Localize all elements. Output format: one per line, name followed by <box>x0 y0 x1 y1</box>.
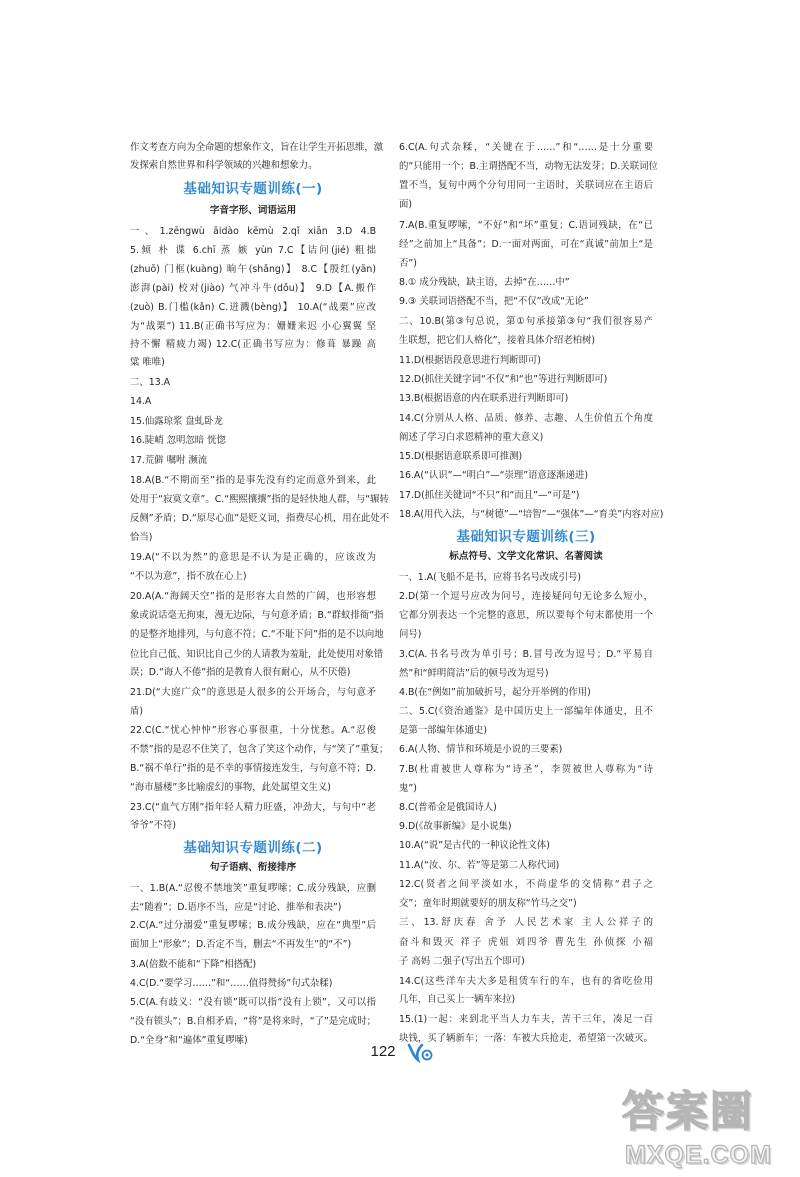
answer-line: 经”之前加上“具备”；D.一面对两面，可在“真诚”前加上“是 <box>399 239 653 250</box>
answer-line: B.“祸不单行”指的是不幸的事情接连发生，与句意不符；D. <box>130 763 376 774</box>
answer-line: 14.A <box>130 396 152 407</box>
answer-line: 3.A(倍数不能和“下降”相搭配) <box>130 959 257 970</box>
answer-line: 持不懈 精疲力竭) 12.C(正确书写应为：修葺 暴躁 高 <box>130 339 376 350</box>
publisher-logo-icon <box>406 1041 434 1063</box>
section-subtitle: 句子语病、衔接排序 <box>209 862 297 873</box>
watermark-brand: 答案圈 <box>622 1087 755 1136</box>
answer-line: (zuò) B.门槛(kǎn) C.迸溅(bèng)】 10.A(“战栗”应改 <box>130 302 376 313</box>
answer-line: 的”只能用一个；B.主谓搭配不当，动物无法发芽；D.关联词位 <box>399 161 658 172</box>
answer-line: 9.D(《故事新编》是小说集) <box>399 821 512 832</box>
answer-line: 7.B(杜甫被世人尊称为“诗圣”，李贺被世人尊称为“诗 <box>399 764 653 775</box>
answer-line: 不禁”指的是忍不住笑了，包含了笑这个动作，与“笑了”重复； <box>130 744 389 755</box>
answer-line: 11.D(根据语段意思进行判断即可) <box>399 355 541 366</box>
answer-line: 然”和“鲜明简洁”后的顿号改为逗号) <box>399 668 549 679</box>
answer-line: 去“随着”；D.语序不当，应是“讨论、推举和表决”) <box>130 902 342 913</box>
answer-line: 二、13.A <box>130 377 171 388</box>
answer-line: 面) <box>399 199 413 210</box>
answer-line: 生联想，把它们人格化”，接着具体介绍老柏树) <box>399 335 596 346</box>
answer-line: 6.A(人物、情节和环境是小说的三要素) <box>399 744 563 755</box>
answer-line: D.“全身”和“遍体”重复啰嗦) <box>130 1035 248 1046</box>
answer-line: 5.C(A.有歧义：“没有锁”既可以指“没有上锁”，又可以指 <box>130 997 376 1008</box>
answer-line: 2.C(A.“过分溺爱”重复啰嗦；B.成分残缺，应在“典型”后 <box>130 920 376 931</box>
answer-line: 2.D(第一个逗号应改为问号，连接疑问句无论多么短小， <box>399 591 653 602</box>
answer-line: 交”；童年时期就要好的朋友称“竹马之交”) <box>399 898 577 909</box>
answer-line: 11.A(“汝、尔、若”等是第二人称代词) <box>399 860 560 871</box>
answer-line: 为“战栗”) 11.B(正确书写应为：姗姗来迟 小心翼翼 坚 <box>130 321 376 332</box>
page-number: 122 <box>370 1043 396 1060</box>
watermark-site: MXQE.COM <box>625 1141 772 1169</box>
section-title: 基础知识专题训练(一) <box>183 181 323 197</box>
answer-line: 8.① 成分残缺，缺主语，去掉“在……中” <box>399 277 570 288</box>
answer-line: 21.D(“大庭广众”的意思是人很多的公开场合，与句意矛 <box>130 687 376 698</box>
answer-line: 问号) <box>399 629 422 640</box>
answer-line: “海市蜃楼”多比喻虚幻的事物，此处属望文生义) <box>130 782 331 793</box>
answer-line: 14.C(分别从人格、品质、修养、志趣、人生价值五个角度 <box>399 413 653 424</box>
answer-line: 23.C(“血气方刚”指年轻人精力旺盛，冲劲大，与句中“老 <box>130 802 376 813</box>
intro-line: 发探索自然世界和科学领域的兴趣和想象力。 <box>130 160 318 171</box>
answer-line: (zhuō) 门框(kuàng) 晌午(shǎng)】 8.C【殷红(yān) <box>130 264 376 275</box>
answer-line: 它都分别表达一个完整的意思，所以要每个句末都使用一个 <box>399 610 653 621</box>
intro-line: 作文考查方向为全命题的想象作文，旨在让学生开拓思维，激 <box>130 142 384 153</box>
answer-line: 16.陡峭 忽明忽暗 恍惚 <box>130 435 226 446</box>
answer-line: 14.C(这些洋车夫大多是租赁车行的车，也有的省吃俭用 <box>399 976 653 987</box>
answer-line: 4.B(在“例如”前加破折号，起分开举例的作用) <box>399 687 591 698</box>
answer-line: 爷爷”不符) <box>130 820 177 831</box>
answer-line: 几年，自己买上一辆车来拉) <box>399 994 516 1005</box>
answer-line: 20.A(A.“海阔天空”指的是形容大自然的广阔，也形容想 <box>130 591 376 602</box>
answer-line: 18.A(B.“不期而至”指的是事先没有约定而意外到来，此 <box>130 475 376 486</box>
answer-line: 4.C(D.“要学习……”和“……值得赞扬”句式杂糅) <box>130 978 333 989</box>
answer-line: 22.C(C.“忧心忡忡”形容心事很重，十分忧愁。A.“忍俊 <box>130 725 376 736</box>
section-title: 基础知识专题训练(三) <box>456 529 596 545</box>
answer-line: 12.D(抓住关键字词“不仅”和“也”等进行判断即可) <box>399 374 608 385</box>
answer-line: 子 高妈 二强子(写出五个即可) <box>399 956 525 967</box>
section-subtitle: 标点符号、文学文化常识、名著阅读 <box>449 551 603 562</box>
answer-line: 5.倾 朴 谍 6.chī 蒸 嫉 yùn 7.C【诘问(jié) 粗拙 <box>130 245 376 256</box>
answer-line: 9.③ 关联词语搭配不当，把“不仅”改成“无论” <box>399 296 589 307</box>
answer-line: 处用于“寂寞文章”。C.“熙熙攘攘”指的是轻快地人群，与“辗转 <box>130 494 389 505</box>
answer-line: 17.荒僻 嘱咐 濒流 <box>130 455 208 466</box>
answer-line: 一、1.B(A.“忍俊不禁地笑”重复啰嗦；C.成分残缺，应删 <box>130 883 376 894</box>
answer-line: 恰当) <box>130 532 153 543</box>
answer-line: 位比自己低、知识比自己少的人请教为羞耻，此处使用对象错 <box>130 649 384 660</box>
answer-line: 8.C(普希金是俄国诗人) <box>399 802 497 813</box>
answer-line: 二、10.B(第③句总说，第①句承接第③句“我们很容易产 <box>399 316 653 327</box>
answer-line: 置不当，复句中两个分句用同一主语时，关联词应在主语后 <box>399 180 653 191</box>
answer-line: 10.A(“说”是古代的一种议论性文体) <box>399 840 550 851</box>
answer-line: 象或说话毫无拘束，漫无边际，与句意矛盾；B.“群蚁排衙”指 <box>130 610 384 621</box>
answer-line: 13.B(根据语意的内在联系进行判断即可) <box>399 393 569 404</box>
answer-line: 的是整齐地排列，与句意不符；C.“不耻下问”指的是不以向地 <box>130 629 384 640</box>
answer-line: “没有锁头”；B.自相矛盾，“将”是将来时，“了”是完成时； <box>130 1016 376 1027</box>
answer-line: 3.C(A.书名号改为单引号；B.冒号改为逗号；D.“平易自 <box>399 649 653 660</box>
answer-line: 一、1.A(飞船不是书，应将书名号改成引号) <box>399 572 582 583</box>
section-title: 基础知识专题训练(二) <box>183 840 323 856</box>
answer-line: 误；D.“诲人不倦”指的是教育人很有耐心，从不厌倦) <box>130 667 351 678</box>
answer-line: 面加上“形象”；D.否定不当，删去“不再发生”的“不”) <box>130 939 352 950</box>
answer-line: 15.D(根据语意联系即可推测) <box>399 451 523 462</box>
answer-line: 奋斗和毁灭 祥子 虎妞 刘四爷 曹先生 孙侦探 小福 <box>399 937 653 948</box>
section-subtitle: 字音字形、词语运用 <box>209 205 297 216</box>
answer-line: 澎湃(pài) 校对(jiào) 气冲斗牛(dǒu)】 9.D【A.搬作 <box>130 283 376 294</box>
answer-line: “不以为意”，指不放在心上) <box>130 571 247 582</box>
answer-line: 鬼”) <box>399 783 417 794</box>
answer-line: 16.A(“认识”—“明白”—“崇理”语意逐渐递进) <box>399 470 589 481</box>
answer-line: 反侧”矛盾；D.“原尽心血”是贬义词，指费尽心机，用在此处不 <box>130 513 390 524</box>
answer-line: 15.(1)一起：来到北平当人力车夫，苦干三年，凑足一百 <box>399 1014 653 1025</box>
answer-line: 19.A(“不以为然”的意思是不认为是正确的，应该改为 <box>130 552 376 563</box>
answer-line: 否”) <box>399 258 417 269</box>
answer-line: 二、5.C(《资治通鉴》是中国历史上一部编年体通史，且不 <box>399 706 653 717</box>
answer-line: 12.C(贤者之间平淡如水，不尚虚华的交情称“君子之 <box>399 879 653 890</box>
answer-line: 18.A(用代入法，与“树德”—“培智”—“强体”—“育美”内容对应) <box>399 509 664 520</box>
answer-line: 是第一部编年体通史) <box>399 725 488 736</box>
answer-line: 一、1.zēngwù āidào kēmù 2.qǐ xiān 3.D 4.B <box>130 226 376 237</box>
answer-line: 15.仙露琼浆 盘虬卧龙 <box>130 416 223 427</box>
answer-line: 7.A(B.重复啰嗦，“不好”和“坏”重复；C.语词残缺，在“已 <box>399 220 653 231</box>
answer-line: 三、13.舒庆春 舍予 人民艺术家 主人公祥子的 <box>399 917 653 928</box>
answer-line: 阐述了学习白求恩精神的重大意义) <box>399 432 544 443</box>
answer-line: 块钱，买了辆新车；一落：车被大兵抢走，希望第一次破灭。 <box>399 1033 653 1044</box>
answer-line: 盾) <box>130 706 144 717</box>
answer-line: 粱 唯唯) <box>130 357 165 368</box>
answer-line: 17.D(抓住关键词“不只”和“而且”—“可是”) <box>399 490 580 501</box>
answer-line: 6.C(A.句式杂糅，“关键在于……”和“……是十分重要 <box>399 142 653 153</box>
